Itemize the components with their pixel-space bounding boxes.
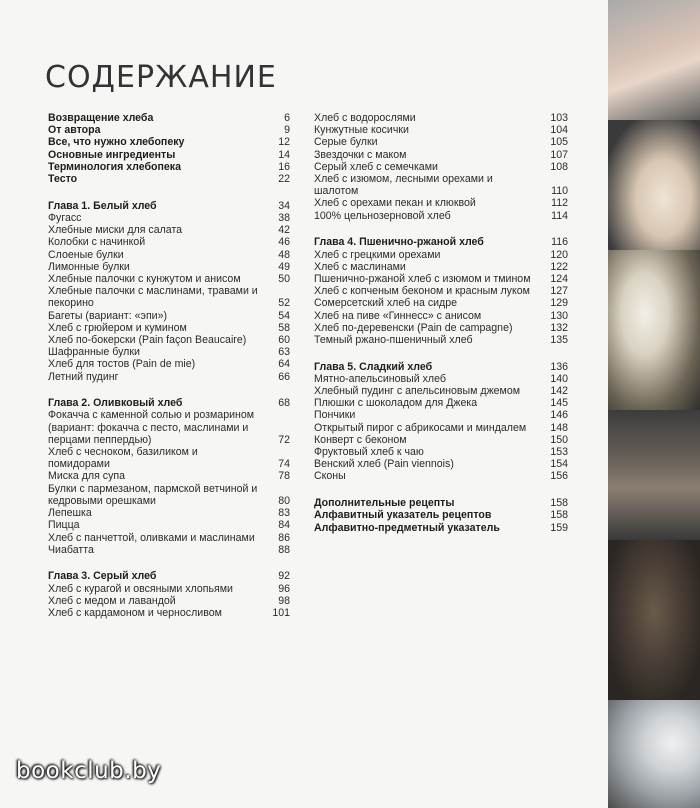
toc-section-entry — [48, 112, 290, 124]
toc-page-number: 158 — [550, 497, 568, 510]
toc-page-number: 142 — [550, 385, 568, 398]
toc-entry — [48, 273, 290, 285]
toc-page-number: 150 — [550, 433, 568, 446]
toc-section-entry — [48, 200, 290, 212]
toc-entry-title: Все, что нужно хлебопеку — [48, 136, 185, 149]
toc-entry — [314, 385, 568, 397]
toc-entry — [314, 397, 568, 409]
toc-entry-title: Чиабатта — [48, 543, 94, 556]
toc-entry — [48, 285, 290, 309]
toc-entry-title: Хлебные миски для салата — [48, 224, 183, 237]
toc-entry — [48, 409, 290, 446]
toc-page-number: 50 — [278, 272, 290, 285]
toc-page-number: 52 — [278, 297, 290, 310]
toc-page-number: 136 — [550, 360, 568, 373]
toc-section-entry — [48, 149, 290, 161]
toc-entry — [48, 595, 290, 607]
toc-entry-title: Летний пудинг — [48, 370, 119, 383]
toc-section-entry — [48, 161, 290, 173]
toc-page-number: 78 — [278, 470, 290, 483]
toc-page-number: 135 — [550, 333, 568, 346]
toc-entry — [314, 409, 568, 421]
toc-entry-title: Тесто — [48, 173, 78, 186]
toc-page-number: 84 — [278, 519, 290, 532]
toc-entry — [314, 434, 568, 446]
toc-gap — [314, 222, 568, 237]
toc-page-number: 158 — [550, 509, 568, 522]
photo-kneading-dough — [608, 120, 700, 250]
toc-entry — [314, 136, 568, 148]
toc-entry-title: Хлеб с курагой и овсяными хлопьями — [48, 582, 233, 595]
toc-entry — [48, 532, 290, 544]
toc-page-number: 80 — [278, 494, 290, 507]
toc-entry — [314, 149, 568, 161]
toc-page-number: 108 — [550, 160, 568, 173]
photo-flour-sack — [608, 410, 700, 540]
photo-bread-loaf — [608, 540, 700, 700]
toc-page-number: 159 — [550, 521, 568, 534]
toc-entry-title: Сконы — [314, 470, 346, 483]
toc-section-entry — [48, 570, 290, 582]
toc-page-number: 92 — [278, 570, 290, 583]
toc-page-number: 86 — [278, 531, 290, 544]
toc-page-number: 74 — [278, 458, 290, 471]
toc-entry-title: Венский хлеб (Pain viennois) — [314, 458, 454, 471]
toc-entry — [48, 236, 290, 248]
toc-entry — [48, 212, 290, 224]
toc-entry — [48, 346, 290, 358]
toc-entry — [314, 173, 568, 197]
toc-entry-title: Хлеб с копченым беконом и красным луком — [314, 285, 530, 298]
toc-page-number: 72 — [278, 433, 290, 446]
toc-section-entry — [48, 173, 290, 185]
toc-column-left — [48, 112, 290, 619]
toc-page-number: 58 — [278, 321, 290, 334]
toc-entry-title: Глава 4. Пшенично-ржаной хлеб — [314, 236, 484, 249]
toc-page-number: 101 — [272, 607, 290, 620]
toc-page-number: 122 — [550, 260, 568, 273]
toc-page-number: 60 — [278, 333, 290, 346]
toc-entry-title: Глава 5. Сладкий хлеб — [314, 360, 433, 373]
toc-entry-title: Алфавитный указатель рецептов — [314, 509, 492, 522]
toc-entry-title: Лепешка — [48, 507, 92, 520]
toc-entry-title: Открытый пирог с абрикосами и миндалем — [314, 421, 527, 434]
toc-gap — [48, 556, 290, 571]
toc-entry-title: Хлеб с грюйером и кумином — [48, 321, 187, 334]
toc-entry-title: Глава 3. Серый хлеб — [48, 570, 157, 583]
toc-entry-title: Пончики — [314, 409, 356, 422]
toc-entry — [314, 285, 568, 297]
toc-entry-title: Хлеб на пиве «Гиннесс» с анисом — [314, 309, 482, 322]
toc-page-number: 146 — [550, 409, 568, 422]
toc-entry-title: Фугасс — [48, 211, 82, 224]
toc-entry — [48, 446, 290, 470]
toc-entry-title: Серые булки — [314, 136, 378, 149]
toc-page-number: 46 — [278, 236, 290, 249]
toc-page-number: 34 — [278, 199, 290, 212]
toc-entry-title: Хлеб с изюмом, лесными орехами и шалотом — [314, 173, 493, 198]
toc-entry-title: Пшенично-ржаной хлеб с изюмом и тмином — [314, 272, 531, 285]
toc-section-entry — [48, 397, 290, 409]
toc-entry-title: Дополнительные рецепты — [314, 497, 455, 510]
toc-page-number: 49 — [278, 260, 290, 273]
toc-entry-title: Хлебные палочки с кунжутом и анисом — [48, 272, 241, 285]
toc-entry — [314, 273, 568, 285]
toc-entry-title: Хлеб с грецкими орехами — [314, 248, 441, 261]
toc-entry — [314, 322, 568, 334]
toc-page-number: 64 — [278, 358, 290, 371]
toc-page-number: 120 — [550, 248, 568, 261]
toc-entry-title: Основные ингредиенты — [48, 148, 176, 161]
toc-entry — [314, 161, 568, 173]
toc-entry — [314, 470, 568, 482]
toc-section-entry — [314, 522, 568, 534]
toc-entry — [314, 124, 568, 136]
toc-entry-title: Хлеб с кардамоном и черносливом — [48, 607, 222, 620]
toc-page-number: 22 — [278, 173, 290, 186]
toc-entry — [314, 458, 568, 470]
toc-entry — [314, 197, 568, 209]
toc-entry — [48, 507, 290, 519]
toc-entry — [48, 261, 290, 273]
toc-page-number: 6 — [284, 112, 290, 124]
toc-entry-title: Звездочки с маком — [314, 148, 407, 161]
toc-entry — [48, 371, 290, 383]
toc-entry-title: Слоеные булки — [48, 248, 124, 261]
toc-gap — [314, 483, 568, 498]
toc-entry-title: Мятно-апельсиновый хлеб — [314, 372, 446, 385]
toc-section-entry — [314, 361, 568, 373]
toc-entry — [48, 334, 290, 346]
toc-page-number: 12 — [278, 136, 290, 149]
toc-entry-title: Хлеб с водорослями — [314, 112, 416, 124]
toc-entry — [48, 470, 290, 482]
toc-page-number: 54 — [278, 309, 290, 322]
toc-page-number: 42 — [278, 224, 290, 237]
toc-entry-title: Колобки с начинкой — [48, 236, 146, 249]
toc-entry — [314, 446, 568, 458]
toc-entry — [48, 310, 290, 322]
toc-page-number: 154 — [550, 458, 568, 471]
toc-page-number: 132 — [550, 321, 568, 334]
toc-entry — [48, 519, 290, 531]
toc-entry-title: Серый хлеб с семечками — [314, 160, 438, 173]
toc-page-number: 153 — [550, 446, 568, 459]
toc-entry — [48, 544, 290, 556]
photo-glass-jar — [608, 700, 700, 808]
toc-page-number: 9 — [284, 124, 290, 137]
toc-page-number: 110 — [551, 185, 568, 198]
toc-entry-title: 100% цельнозерновой хлеб — [314, 209, 451, 222]
photo-flour-dough — [608, 0, 700, 120]
toc-page-number: 130 — [550, 309, 568, 322]
toc-entry — [314, 310, 568, 322]
toc-gap — [48, 383, 290, 398]
toc-entry-title: Плюшки с шоколадом для Джека — [314, 397, 478, 410]
toc-entry — [48, 607, 290, 619]
toc-entry-title: От автора — [48, 124, 101, 137]
toc-page-number: 66 — [278, 370, 290, 383]
toc-entry-title: Хлеб с маслинами — [314, 260, 406, 273]
toc-page-number: 140 — [550, 372, 568, 385]
toc-page-number: 129 — [550, 297, 568, 310]
toc-page-number: 38 — [278, 211, 290, 224]
toc-entry — [48, 322, 290, 334]
photo-stretched-dough — [608, 250, 700, 410]
toc-section-entry — [314, 509, 568, 521]
toc-page-number: 63 — [278, 346, 290, 359]
toc-page-number: 104 — [550, 124, 568, 137]
toc-entry-title: Хлеб по-деревенски (Pain de campagne) — [314, 321, 513, 334]
toc-entry-title: Возвращение хлеба — [48, 112, 154, 124]
toc-page-number: 107 — [550, 148, 568, 161]
toc-page-number: 156 — [550, 470, 568, 483]
toc-entry — [48, 358, 290, 370]
toc-entry-title: Миска для супа — [48, 470, 126, 483]
toc-entry-title: Булки с пармезаном, пармской ветчиной и кедровыми орешками — [48, 482, 258, 507]
toc-entry-title: Конверт с беконом — [314, 433, 407, 446]
toc-entry-title: Багеты (вариант: «эпи») — [48, 309, 168, 322]
toc-page-number: 112 — [551, 197, 568, 210]
toc-page-number: 83 — [278, 507, 290, 520]
toc-entry-title: Хлеб с панчеттой, оливками и маслинами — [48, 531, 255, 544]
toc-section-entry — [314, 236, 568, 248]
toc-page-number: 145 — [550, 397, 568, 410]
toc-entry-title: Темный ржано-пшеничный хлеб — [314, 333, 473, 346]
toc-page-number: 105 — [550, 136, 568, 149]
toc-entry — [48, 483, 290, 507]
photo-strip — [608, 0, 700, 808]
toc-page-number: 127 — [550, 285, 568, 298]
page-title: СОДЕРЖАНИЕ — [45, 60, 277, 95]
toc-page-number: 68 — [278, 397, 290, 410]
toc-page-number: 114 — [551, 209, 568, 222]
toc-page-number: 98 — [278, 594, 290, 607]
toc-page-number: 96 — [278, 582, 290, 595]
toc-entry — [48, 583, 290, 595]
toc-page-number: 14 — [278, 148, 290, 161]
toc-entry-title: Кунжутные косички — [314, 124, 409, 137]
toc-entry — [314, 297, 568, 309]
toc-gap — [48, 185, 290, 200]
toc-section-entry — [314, 497, 568, 509]
toc-entry — [314, 210, 568, 222]
toc-entry-title: Шафранные булки — [48, 346, 140, 359]
toc-section-entry — [48, 136, 290, 148]
toc-entry-title: Фокачча с каменной солью и розмарином (вариант: фокачча с песто, маслинами и перцами пеппердью) — [48, 409, 255, 446]
toc-entry-title: Лимонные булки — [48, 260, 130, 273]
toc-entry-title: Хлеб с медом и лавандой — [48, 594, 176, 607]
toc-entry-title: Сомерсетский хлеб на сидре — [314, 297, 458, 310]
toc-entry-title: Пицца — [48, 519, 80, 532]
toc-column-right — [314, 112, 568, 534]
toc-entry — [314, 261, 568, 273]
toc-entry — [48, 249, 290, 261]
toc-entry-title: Хлебные палочки с маслинами, травами и пекорино — [48, 285, 258, 310]
toc-section-entry — [48, 124, 290, 136]
toc-page-number: 116 — [551, 236, 568, 249]
toc-entry-title: Хлеб с орехами пекан и клюквой — [314, 197, 476, 210]
toc-page-number: 88 — [278, 543, 290, 556]
toc-entry-title: Хлеб с чесноком, базиликом и помидорами — [48, 446, 198, 471]
toc-entry-title: Терминология хлебопека — [48, 160, 181, 173]
toc-entry-title: Хлебный пудинг с апельсиновым джемом — [314, 385, 521, 398]
watermark: bookclub.by — [16, 758, 162, 784]
toc-entry-title: Алфавитно-предметный указатель — [314, 521, 500, 534]
toc-entry — [314, 373, 568, 385]
toc-entry — [48, 224, 290, 236]
toc-entry — [314, 334, 568, 346]
toc-gap — [314, 346, 568, 361]
toc-entry-title: Фруктовый хлеб к чаю — [314, 446, 424, 459]
toc-page-number: 124 — [550, 272, 568, 285]
toc-entry — [314, 422, 568, 434]
toc-entry-title: Глава 2. Оливковый хлеб — [48, 397, 183, 410]
toc-page-number: 148 — [550, 421, 568, 434]
toc-page-number: 16 — [278, 160, 290, 173]
toc-entry-title: Глава 1. Белый хлеб — [48, 199, 157, 212]
toc-entry-title: Хлеб для тостов (Pain de mie) — [48, 358, 196, 371]
toc-entry — [314, 112, 568, 124]
toc-entry — [314, 249, 568, 261]
toc-page-number: 48 — [278, 248, 290, 261]
toc-entry-title: Хлеб по-бокерски (Pain façon Beaucaire) — [48, 333, 247, 346]
toc-page-number: 103 — [550, 112, 568, 124]
